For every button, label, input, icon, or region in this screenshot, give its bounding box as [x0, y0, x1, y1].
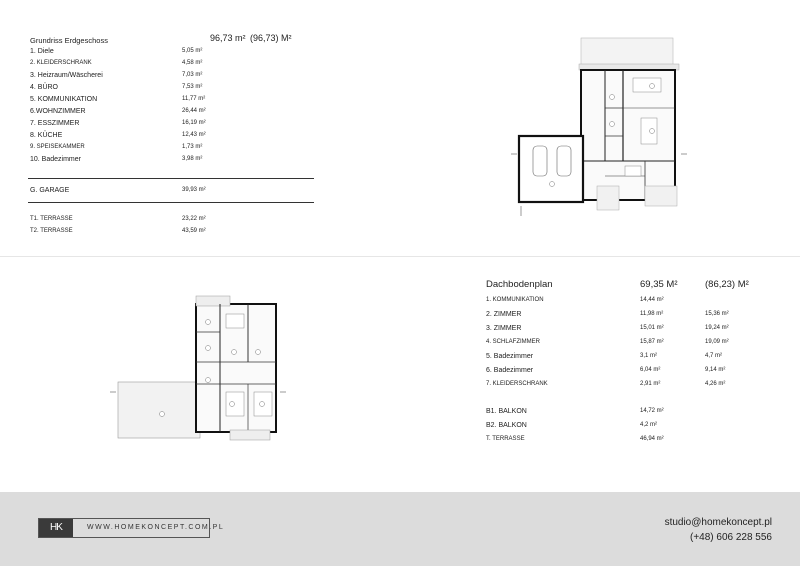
attic-gross-area: (86,23) M²: [705, 279, 749, 290]
terrace-row: [30, 216, 320, 228]
room-name: 2. KLEIDERSCHRANK: [30, 60, 92, 66]
room-area: 15,01 m²: [640, 325, 664, 331]
garage-area: 39,93 m²: [182, 187, 206, 193]
terrace-name: T. TERRASSE: [486, 436, 525, 442]
room-name: 10. Badezimmer: [30, 156, 81, 163]
room-row: [30, 108, 320, 120]
room-name: 1. Diele: [30, 48, 54, 55]
room-row: [30, 144, 320, 156]
room-area: 1,73 m²: [182, 144, 203, 150]
terrace-area: 23,22 m²: [182, 216, 206, 222]
terrace-name: T2. TERRASSE: [30, 228, 73, 234]
terrace-row: [30, 228, 320, 240]
balcony-name: B1. BALKON: [486, 408, 527, 415]
room-row: [30, 48, 320, 60]
room-row: [30, 60, 320, 72]
balcony-area: 4,2 m²: [640, 422, 658, 428]
room-name: 2. ZIMMER: [486, 311, 522, 318]
room-area: 5,05 m²: [182, 48, 203, 54]
ground-floor-plan-drawing: [505, 36, 695, 218]
room-row: [486, 297, 776, 309]
room-gross-area: 9,14 m²: [705, 367, 726, 373]
logo-mark-icon: HK: [39, 519, 73, 537]
room-name: 8. KÜCHE: [30, 132, 63, 139]
room-row: [30, 96, 320, 108]
room-row: [30, 120, 320, 132]
room-area: 16,19 m²: [182, 120, 206, 126]
attic-net-area: 69,35 M²: [640, 279, 678, 290]
room-name: 6.WOHNZIMMER: [30, 108, 86, 115]
room-name: 7. KLEIDERSCHRANK: [486, 381, 548, 387]
room-row: [486, 367, 776, 379]
room-name: 1. KOMMUNIKATION: [486, 297, 544, 303]
divider: [28, 202, 314, 203]
company-logo[interactable]: [38, 518, 225, 538]
room-row: [486, 339, 776, 351]
terrace-area: 43,59 m²: [182, 228, 206, 234]
contact-email[interactable]: studio@homekoncept.pl: [664, 517, 772, 528]
room-gross-area: 19,24 m²: [705, 325, 729, 331]
balcony-name: B2. BALKON: [486, 422, 527, 429]
room-area: 14,44 m²: [640, 297, 664, 303]
room-row: [486, 353, 776, 365]
room-area: 11,77 m²: [182, 96, 206, 102]
room-name: 4. SCHLAFZIMMER: [486, 339, 541, 345]
contact-phone[interactable]: (+48) 606 228 556: [689, 532, 772, 543]
room-name: 9. SPEISEKAMMER: [30, 144, 85, 150]
balcony-row: [486, 408, 776, 420]
room-row: [30, 156, 320, 168]
room-row: [486, 311, 776, 323]
room-area: 2,91 m²: [640, 381, 661, 387]
room-area: 4,58 m²: [182, 60, 203, 66]
room-row: [30, 72, 320, 84]
room-gross-area: 4,26 m²: [705, 381, 726, 387]
garage-name: G. GARAGE: [30, 187, 70, 194]
room-name: 4. BÜRO: [30, 84, 59, 91]
ground-floor-title: Grundriss Erdgeschoss: [30, 36, 108, 45]
attic-plan-drawing: [108, 292, 298, 444]
terrace-row: [486, 436, 776, 448]
room-name: 5. Badezimmer: [486, 353, 534, 360]
room-name: 7. ESSZIMMER: [30, 120, 80, 127]
room-area: 12,43 m²: [182, 132, 206, 138]
room-area: 11,98 m²: [640, 311, 664, 317]
room-gross-area: 15,36 m²: [705, 311, 729, 317]
room-row: [486, 381, 776, 393]
room-gross-area: 4,7 m²: [705, 353, 723, 359]
room-name: 3. Heizraum/Wäscherei: [30, 72, 103, 79]
section-divider: [0, 256, 800, 257]
website-link[interactable]: WWW.HOMEKONCEPT.COM.PL: [87, 524, 225, 531]
room-row: [30, 132, 320, 144]
attic-title: Dachbodenplan: [486, 279, 553, 290]
garage-row: [30, 187, 320, 199]
room-name: 5. KOMMUNIKATION: [30, 96, 98, 103]
terrace-area: 46,94 m²: [640, 436, 664, 442]
ground-floor-net-area: 96,73 m²: [210, 33, 246, 43]
balcony-row: [486, 422, 776, 434]
footer: [0, 492, 800, 566]
terrace-name: T1. TERRASSE: [30, 216, 73, 222]
room-area: 3,1 m²: [640, 353, 658, 359]
divider: [28, 178, 314, 179]
room-row: [486, 325, 776, 337]
room-name: 6. Badezimmer: [486, 367, 534, 374]
room-area: 7,03 m²: [182, 72, 203, 78]
ground-floor-gross-area: (96,73) M²: [250, 33, 292, 43]
room-row: [30, 84, 320, 96]
room-area: 26,44 m²: [182, 108, 206, 114]
room-area: 15,87 m²: [640, 339, 664, 345]
room-name: 3. ZIMMER: [486, 325, 522, 332]
room-area: 6,04 m²: [640, 367, 661, 373]
balcony-area: 14,72 m²: [640, 408, 664, 414]
room-area: 7,53 m²: [182, 84, 203, 90]
room-gross-area: 19,09 m²: [705, 339, 729, 345]
room-area: 3,98 m²: [182, 156, 203, 162]
